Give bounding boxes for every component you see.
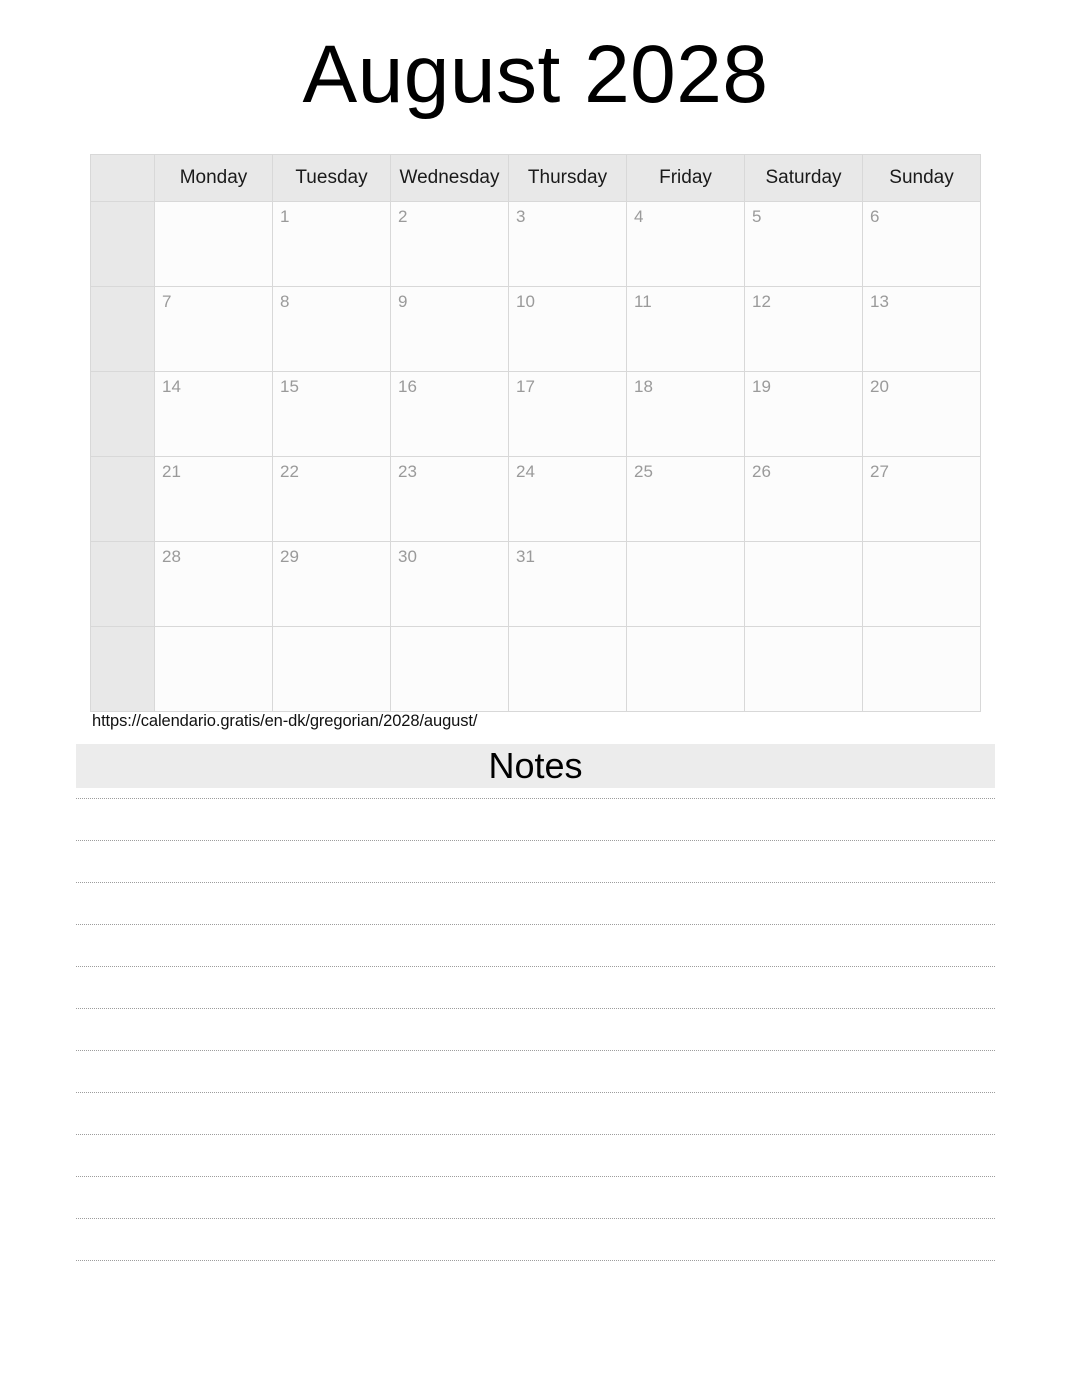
calendar-week-row <box>91 457 981 542</box>
day-number: 5 <box>752 207 762 226</box>
weekday-header-thursday: Thursday <box>509 155 627 202</box>
day-number: 2 <box>398 207 408 226</box>
weekday-header-saturday: Saturday <box>745 155 863 202</box>
week-number-cell <box>91 542 155 627</box>
notes-line[interactable] <box>76 1177 995 1219</box>
day-cell[interactable] <box>627 372 745 457</box>
day-number <box>627 627 744 633</box>
day-cell[interactable] <box>745 457 863 542</box>
day-cell[interactable] <box>745 372 863 457</box>
calendar-container <box>90 154 981 712</box>
day-cell[interactable] <box>745 202 863 287</box>
day-cell[interactable] <box>273 372 391 457</box>
day-number: 23 <box>398 462 417 481</box>
day-cell[interactable] <box>391 202 509 287</box>
day-number <box>155 627 272 633</box>
notes-line[interactable] <box>76 841 995 883</box>
day-cell[interactable] <box>273 627 391 712</box>
weekday-header-monday: Monday <box>155 155 273 202</box>
day-cell[interactable] <box>745 287 863 372</box>
day-number <box>745 627 862 633</box>
day-cell[interactable] <box>273 542 391 627</box>
notes-line[interactable] <box>76 1009 995 1051</box>
day-cell[interactable] <box>627 542 745 627</box>
day-number: 18 <box>634 377 653 396</box>
day-cell[interactable] <box>627 457 745 542</box>
day-cell[interactable] <box>509 627 627 712</box>
day-number: 20 <box>870 377 889 396</box>
day-cell[interactable] <box>745 542 863 627</box>
day-cell[interactable] <box>863 627 981 712</box>
day-number: 4 <box>634 207 644 226</box>
day-number: 27 <box>870 462 889 481</box>
day-cell[interactable] <box>155 627 273 712</box>
day-cell[interactable] <box>863 202 981 287</box>
day-number: 19 <box>752 377 771 396</box>
notes-line[interactable] <box>76 925 995 967</box>
day-number: 22 <box>280 462 299 481</box>
calendar-body <box>91 202 981 712</box>
day-number <box>155 202 272 208</box>
notes-line[interactable] <box>76 883 995 925</box>
weekday-header-wednesday: Wednesday <box>391 155 509 202</box>
day-cell[interactable] <box>627 202 745 287</box>
day-number <box>273 627 390 633</box>
day-cell[interactable] <box>509 372 627 457</box>
week-number-cell <box>91 457 155 542</box>
notes-line[interactable] <box>76 1219 995 1261</box>
page-title: August 2028 <box>302 29 769 120</box>
day-cell[interactable] <box>391 372 509 457</box>
day-number: 6 <box>870 207 880 226</box>
day-number: 26 <box>752 462 771 481</box>
day-cell[interactable] <box>391 542 509 627</box>
day-cell[interactable] <box>155 542 273 627</box>
calendar-week-row <box>91 627 981 712</box>
day-number: 3 <box>516 207 526 226</box>
calendar-header-row <box>91 155 981 202</box>
day-number <box>863 542 980 548</box>
day-number: 10 <box>516 292 535 311</box>
day-number: 11 <box>634 292 652 311</box>
day-cell[interactable] <box>863 372 981 457</box>
day-number: 13 <box>870 292 889 311</box>
calendar-week-row <box>91 202 981 287</box>
calendar-week-row <box>91 372 981 457</box>
week-number-cell <box>91 202 155 287</box>
day-number <box>509 627 626 633</box>
day-number: 12 <box>752 292 771 311</box>
day-cell[interactable] <box>509 287 627 372</box>
day-cell[interactable] <box>273 457 391 542</box>
calendar-week-row <box>91 287 981 372</box>
day-cell[interactable] <box>509 202 627 287</box>
notes-line[interactable] <box>76 1135 995 1177</box>
day-number <box>863 627 980 633</box>
day-cell[interactable] <box>627 627 745 712</box>
day-cell[interactable] <box>863 287 981 372</box>
day-cell[interactable] <box>155 372 273 457</box>
notes-line[interactable] <box>76 798 995 841</box>
week-number-cell <box>91 372 155 457</box>
day-number: 14 <box>162 377 181 396</box>
weekday-header-sunday: Sunday <box>863 155 981 202</box>
day-cell[interactable] <box>391 627 509 712</box>
calendar-table <box>90 154 981 712</box>
day-number: 29 <box>280 547 299 566</box>
week-number-cell <box>91 627 155 712</box>
calendar-week-row <box>91 542 981 627</box>
day-number: 9 <box>398 292 408 311</box>
notes-lines <box>76 798 995 1261</box>
day-number: 30 <box>398 547 417 566</box>
day-number: 21 <box>162 462 181 481</box>
day-cell[interactable] <box>155 457 273 542</box>
weekday-header-tuesday: Tuesday <box>273 155 391 202</box>
day-number: 31 <box>516 547 535 566</box>
day-number: 8 <box>280 292 290 311</box>
day-cell[interactable] <box>391 457 509 542</box>
day-number: 24 <box>516 462 535 481</box>
weekday-header-friday: Friday <box>627 155 745 202</box>
day-cell[interactable] <box>509 457 627 542</box>
source-url[interactable]: https://calendario.gratis/en-dk/gregorian/2028/august/ <box>92 712 478 730</box>
day-number <box>745 542 862 548</box>
day-number <box>627 542 744 548</box>
day-number: 16 <box>398 377 417 396</box>
day-number: 17 <box>516 377 535 396</box>
day-cell[interactable] <box>863 457 981 542</box>
day-number: 28 <box>162 547 181 566</box>
day-number: 15 <box>280 377 299 396</box>
day-number: 25 <box>634 462 653 481</box>
day-number: 1 <box>280 207 290 226</box>
day-cell[interactable] <box>391 287 509 372</box>
week-number-cell <box>91 287 155 372</box>
day-number: 7 <box>162 292 172 311</box>
notes-section <box>76 744 995 1261</box>
day-cell[interactable] <box>155 287 273 372</box>
notes-heading: Notes <box>76 744 995 788</box>
notes-line[interactable] <box>76 967 995 1009</box>
day-cell[interactable] <box>745 627 863 712</box>
day-cell[interactable] <box>863 542 981 627</box>
week-number-header <box>91 155 155 202</box>
day-cell[interactable] <box>273 287 391 372</box>
day-cell[interactable] <box>627 287 745 372</box>
notes-line[interactable] <box>76 1051 995 1093</box>
day-cell[interactable] <box>155 202 273 287</box>
day-number <box>391 627 508 633</box>
notes-line[interactable] <box>76 1093 995 1135</box>
day-cell[interactable] <box>509 542 627 627</box>
day-cell[interactable] <box>273 202 391 287</box>
